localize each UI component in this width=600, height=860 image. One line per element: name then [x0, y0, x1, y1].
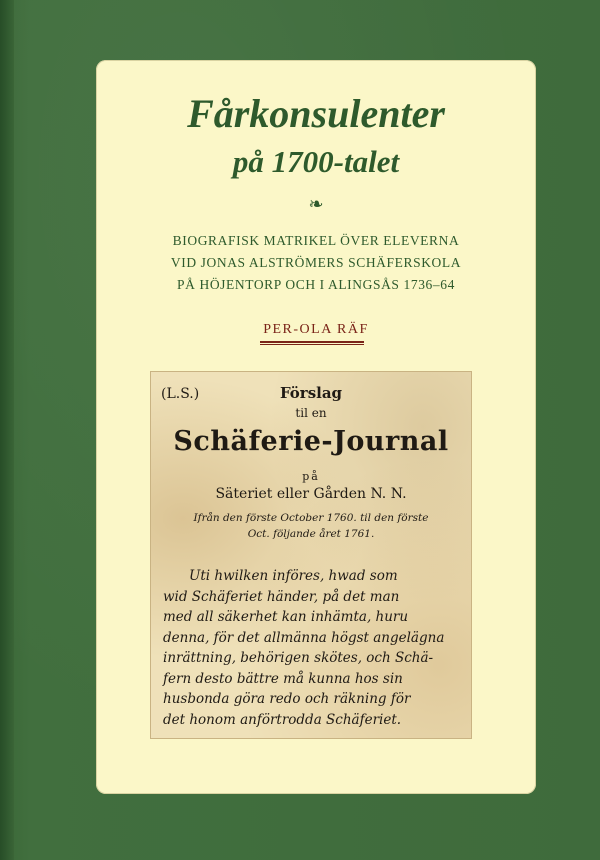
fleuron-ornament-icon: ❧	[308, 194, 324, 215]
subtitle-line: BIOGRAFISK MATRIKEL ÖVER ELEVERNA	[172, 233, 460, 248]
doc-body-line: med all säkerhet kan inhämta, huru	[163, 609, 409, 625]
doc-body-text	[163, 566, 459, 730]
doc-body-line: denna, för det allmänna högst angelägna	[163, 629, 445, 646]
author-underline	[260, 341, 364, 345]
doc-heading-pa: på	[302, 470, 320, 483]
book-subtitle	[96, 230, 536, 296]
doc-heading-forslag: Förslag	[279, 384, 343, 402]
author-name: PER-OLA RÄF	[263, 322, 369, 337]
book-title-line2: på 1700-talet	[232, 144, 400, 179]
doc-body-line: fern desto bättre må kunna hos sin	[163, 670, 403, 687]
historical-document-image	[151, 372, 471, 738]
seal-mark: (L.S.)	[161, 386, 200, 402]
doc-heading-year: Oct. följande året 1761.	[247, 528, 375, 540]
subtitle-line: VID JONAS ALSTRÖMERS SCHÄFERSKOLA	[170, 255, 462, 270]
subtitle-line: PÅ HÖJENTORP OCH I ALINGSÅS 1736–64	[177, 277, 455, 292]
doc-body-line: inrättning, behörigen skötes, och Schä-	[163, 650, 434, 666]
doc-heading-sateriet: Säteriet eller Gården N. N.	[215, 486, 407, 502]
doc-body-line: husbonda göra redo och räkning för	[163, 691, 411, 707]
doc-heading-journal: Schäferie-Journal	[173, 426, 449, 457]
spine-edge	[0, 0, 14, 860]
doc-body-line: Uti hwilken införes, hwad som	[189, 568, 398, 584]
doc-body-line: det honom anförtrodda Schäferiet.	[163, 711, 402, 728]
doc-heading-dates: Ifrån den förste October 1760. til den förste	[193, 512, 429, 524]
book-title: Fårkonsulenter	[187, 91, 445, 136]
title-panel	[96, 60, 536, 794]
doc-body-line: wid Schäferiet händer, på det man	[163, 588, 400, 605]
doc-heading-til-en: til en	[295, 406, 327, 420]
